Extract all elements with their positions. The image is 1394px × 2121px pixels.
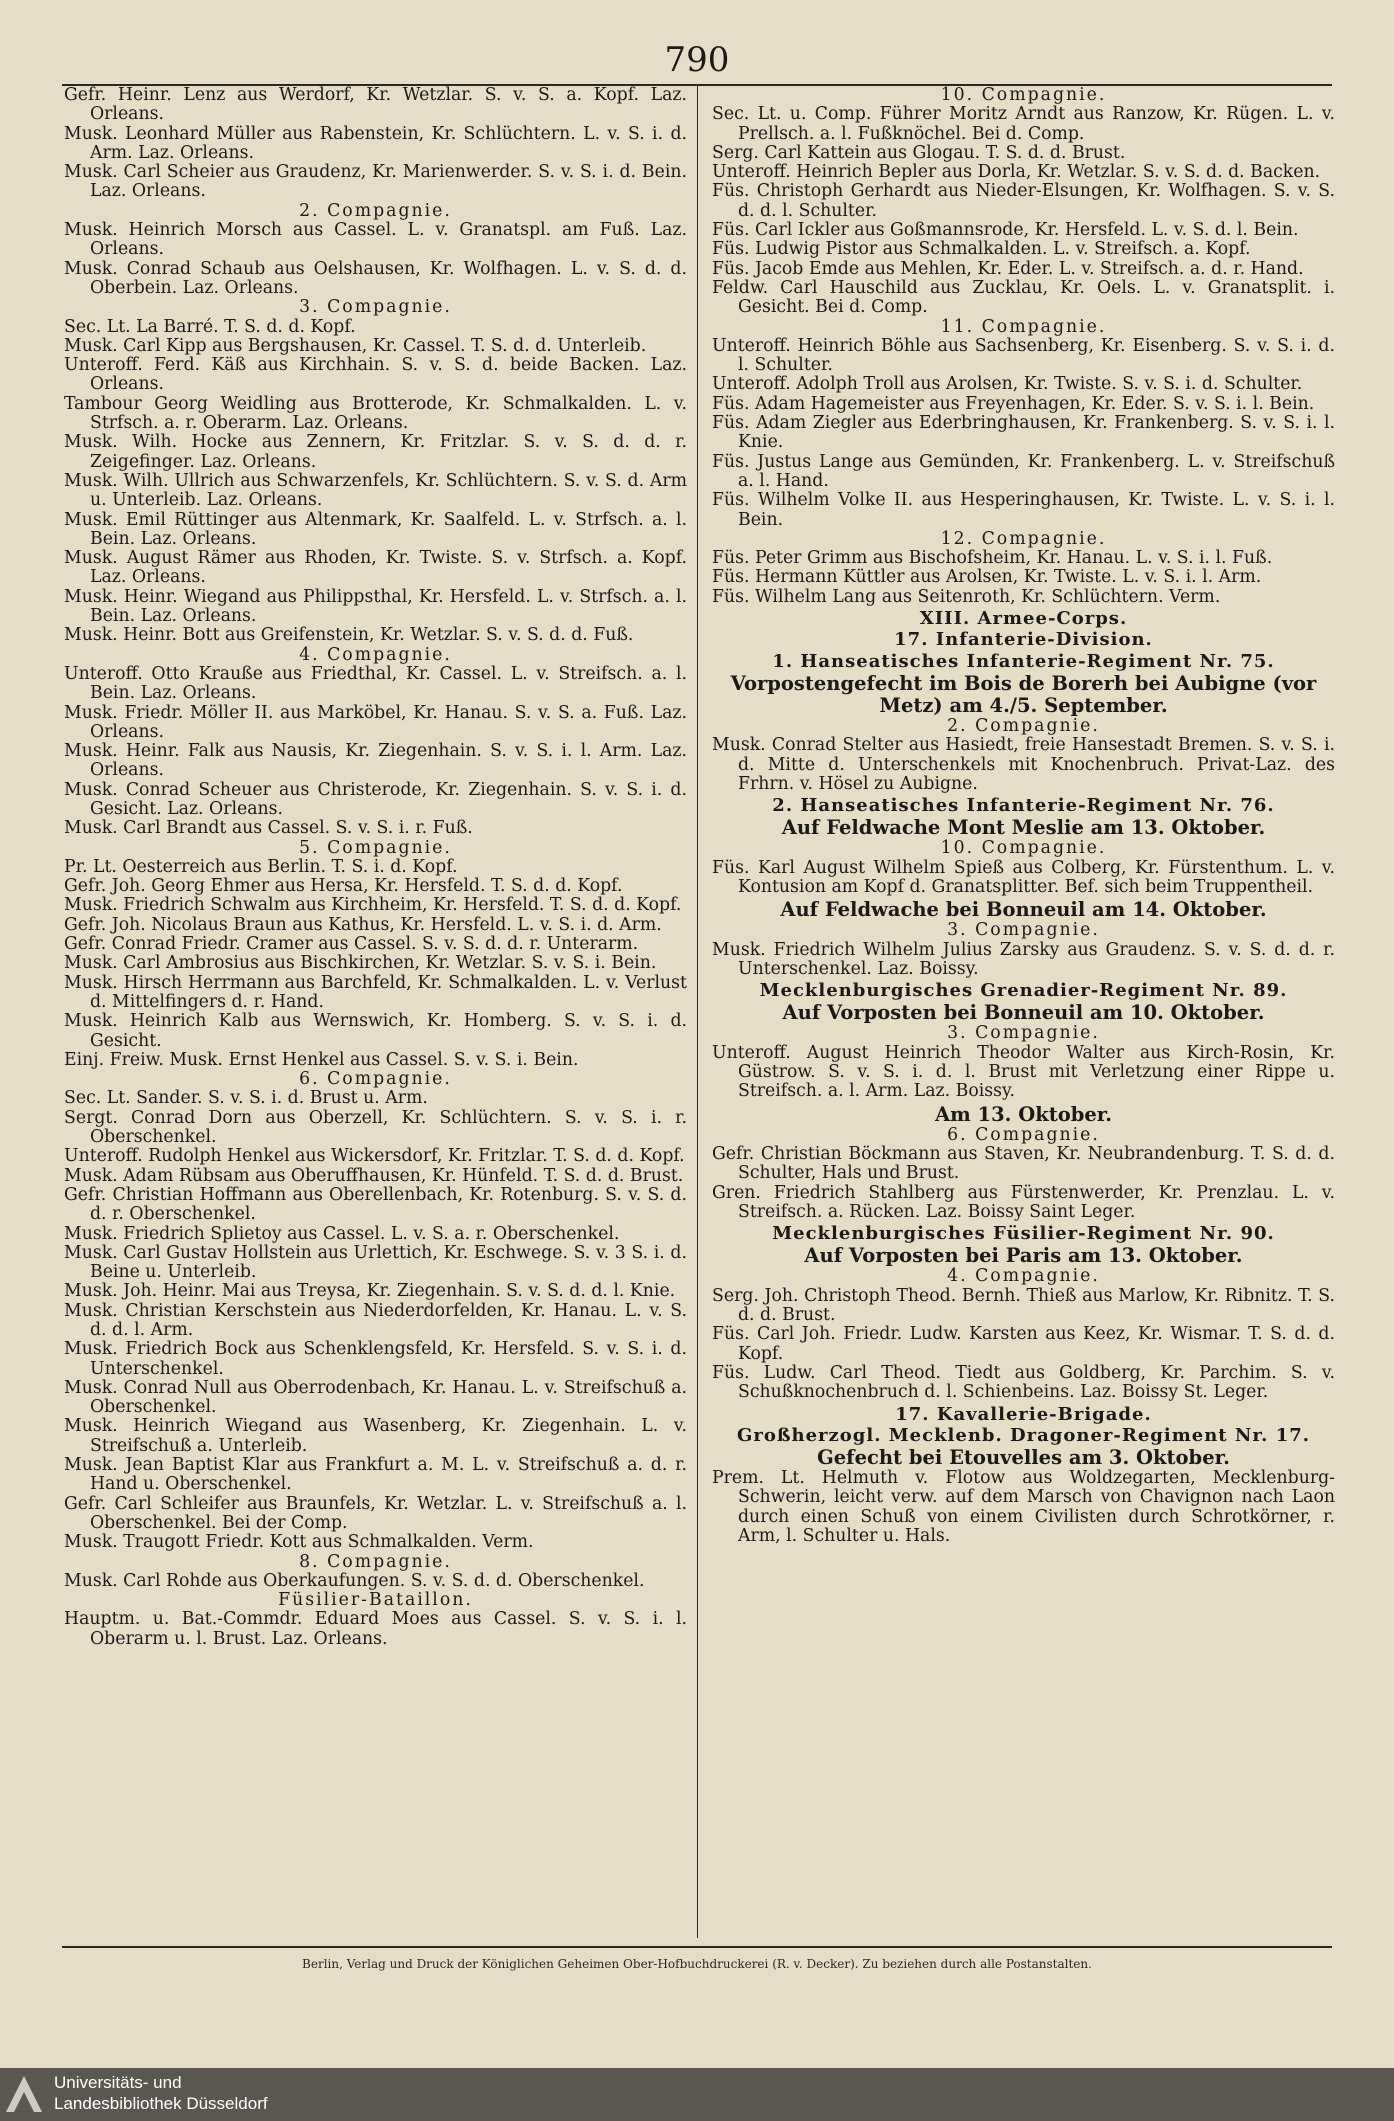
right-company-heading: 10. Compagnie. bbox=[940, 86, 1107, 105]
right-casualty-entry: Unteroff. August Heinrich Theodor Walter aus Kirch-Rosin, Kr. Güstrow. S. v. S. i. d. l. Brust mit Verletzung einer Rippe u. Streifsch. a. l. Arm. Laz. Boissy. bbox=[712, 1042, 1335, 1102]
ulb-logo-icon bbox=[4, 2074, 44, 2114]
left-casualty-entry: Musk. Leonhard Müller aus Rabenstein, Kr. Schlüchtern. L. v. S. i. d. Arm. Laz. Orleans. bbox=[64, 123, 687, 163]
left-casualty-entry: Pr. Lt. Oesterreich aus Berlin. T. S. i. d. Kopf. bbox=[64, 856, 458, 877]
right-section-heading: Auf Feldwache Mont Meslie am 13. Oktober. bbox=[781, 816, 1266, 840]
right-company-heading: 2. Compagnie. bbox=[947, 715, 1100, 736]
right-section-heading: 17. Infanterie-Division. bbox=[894, 629, 1153, 651]
left-casualty-entry: Musk. Heinrich Morsch aus Cassel. L. v. Granatspl. am Fuß. Laz. Orleans. bbox=[64, 220, 687, 260]
left-casualty-entry: Sec. Lt. La Barré. T. S. d. d. Kopf. bbox=[64, 316, 356, 337]
right-casualty-entry: Füs. Adam Hagemeister aus Freyenhagen, Kr. Eder. S. v. S. i. l. Bein. bbox=[712, 393, 1315, 414]
left-company-heading: 4. Compagnie. bbox=[299, 644, 452, 665]
left-casualty-entry: Musk. Jean Baptist Klar aus Frankfurt a. M. L. v. Streifschuß a. d. r. Hand u. Oberschenkel. bbox=[64, 1455, 687, 1495]
left-casualty-entry: Gefr. Joh. Nicolaus Braun aus Kathus, Kr. Hersfeld. L. v. S. i. d. Arm. bbox=[64, 914, 662, 935]
left-company-heading: 8. Compagnie. bbox=[299, 1551, 452, 1572]
left-casualty-entry: Musk. Carl Rohde aus Oberkaufungen. S. v. S. d. d. Oberschenkel. bbox=[64, 1570, 645, 1591]
right-company-heading: 3. Compagnie. bbox=[947, 920, 1100, 941]
left-casualty-entry: Musk. Heinr. Bott aus Greifenstein, Kr. Wetzlar. S. v. S. d. d. Fuß. bbox=[64, 625, 634, 646]
left-casualty-entry: Musk. Friedrich Splietoy aus Cassel. L. v. S. a. r. Oberschenkel. bbox=[64, 1223, 620, 1244]
right-casualty-entry: Füs. Wilhelm Lang aus Seitenroth, Kr. Schlüchtern. Verm. bbox=[712, 586, 1221, 607]
left-casualty-entry: Gefr. Joh. Georg Ehmer aus Hersa, Kr. Hersfeld. T. S. d. d. Kopf. bbox=[64, 876, 623, 897]
right-section-heading: 1. Hanseatisches Infanterie-Regiment Nr. 75. bbox=[772, 650, 1275, 672]
left-casualty-entry: Tambour Georg Weidling aus Brotterode, Kr. Schmalkalden. L. v. Strfsch. a. r. Oberarm. Laz. Orleans. bbox=[64, 393, 687, 434]
right-casualty-entry: Gren. Friedrich Stahlberg aus Fürstenwerder, Kr. Prenzlau. L. v. Streifsch. a. Rücken. Laz. Boissy Saint Leger. bbox=[712, 1182, 1335, 1222]
right-company-heading: 6. Compagnie. bbox=[947, 1124, 1100, 1145]
right-section-heading: Auf Feldwache bei Bonneuil am 14. Oktober. bbox=[780, 898, 1267, 922]
right-casualty-entry: Füs. Jacob Emde aus Mehlen, Kr. Eder. L. v. Streifsch. a. d. r. Hand. bbox=[712, 258, 1304, 279]
left-casualty-entry: Gefr. Carl Schleifer aus Braunfels, Kr. Wetzlar. L. v. Streifschuß a. l. Oberschenkel. Bei der Comp. bbox=[64, 1493, 687, 1533]
left-casualty-entry: Musk. Heinr. Wiegand aus Philippsthal, Kr. Hersfeld. L. v. Strfsch. a. l. Bein. Laz. Orleans. bbox=[64, 586, 687, 627]
left-casualty-entry: Musk. Carl Kipp aus Bergshausen, Kr. Cassel. T. S. d. d. Unterleib. bbox=[64, 335, 647, 356]
library-footer-bar bbox=[0, 2068, 1394, 2121]
right-casualty-entry: Musk. Conrad Stelter aus Hasiedt, freie Hansestadt Bremen. S. v. S. i. d. Mitte d. Unterschenkels mit Knochenbruch. Privat-Laz. des Frhrn. v. Hösel zu Aubigne. bbox=[712, 735, 1335, 794]
library-name-line2: Landesbibliothek Düsseldorf bbox=[54, 2094, 268, 2113]
left-casualty-entry: Musk. Carl Gustav Hollstein aus Urlettich, Kr. Eschwege. S. v. 3 S. i. d. Beine u. Unterleib. bbox=[64, 1242, 687, 1283]
right-company-heading: 4. Compagnie. bbox=[947, 1266, 1100, 1287]
right-casualty-entry: Füs. Karl August Wilhelm Spieß aus Colberg, Kr. Fürstenthum. L. v. Kontusion am Kopf d. Granatsplitter. Bef. sich beim Truppentheil. bbox=[712, 857, 1335, 897]
left-casualty-entry: Musk. Carl Brandt aus Cassel. S. v. S. i. r. Fuß. bbox=[64, 818, 473, 839]
right-company-heading: 3. Compagnie. bbox=[947, 1023, 1100, 1044]
left-casualty-entry: Musk. Conrad Scheuer aus Christerode, Kr. Ziegenhain. S. v. S. i. d. Gesicht. Laz. Orleans. bbox=[64, 779, 687, 819]
right-casualty-entry: Feldw. Carl Hauschild aus Zucklau, Kr. Oels. L. v. Granatsplit. i. Gesicht. Bei d. Comp. bbox=[712, 277, 1335, 318]
right-casualty-entry: Füs. Carl Ickler aus Goßmannsrode, Kr. Hersfeld. L. v. S. d. l. Bein. bbox=[712, 220, 1299, 241]
left-casualty-entry: Gefr. Conrad Friedr. Cramer aus Cassel. S. v. S. d. d. r. Unterarm. bbox=[64, 934, 639, 955]
right-casualty-entry: Serg. Joh. Christoph Theod. Bernh. Thieß aus Marlow, Kr. Ribnitz. T. S. d. d. Brust. bbox=[712, 1285, 1335, 1326]
left-casualty-entry: Sec. Lt. Sander. S. v. S. i. d. Brust u. Arm. bbox=[64, 1088, 428, 1109]
left-casualty-entry: Gefr. Heinr. Lenz aus Werdorf, Kr. Wetzlar. S. v. S. a. Kopf. Laz. Orleans. bbox=[64, 86, 687, 125]
left-casualty-entry: Musk. Conrad Null aus Oberrodenbach, Kr. Hanau. L. v. Streifschuß a. Oberschenkel. bbox=[64, 1377, 687, 1418]
left-casualty-entry: Gefr. Christian Hoffmann aus Oberellenbach, Kr. Rotenburg. S. v. S. d. d. r. Oberschenkel. bbox=[64, 1184, 687, 1225]
right-casualty-entry: Unteroff. Heinrich Böhle aus Sachsenberg, Kr. Eisenberg. S. v. S. i. d. l. Schulter. bbox=[712, 335, 1335, 376]
left-casualty-entry: Musk. Wilh. Ullrich aus Schwarzenfels, Kr. Schlüchtern. S. v. S. d. Arm u. Unterleib. Laz. Orleans. bbox=[64, 470, 687, 511]
left-casualty-entry: Musk. Wilh. Hocke aus Zennern, Kr. Fritzlar. S. v. S. d. d. r. Zeigefinger. Laz. Orleans. bbox=[64, 432, 687, 472]
left-casualty-entry: Musk. Hirsch Herrmann aus Barchfeld, Kr. Schmalkalden. L. v. Verlust d. Mittelfingers d. r. Hand. bbox=[64, 972, 687, 1012]
left-company-heading: Füsilier-Bataillon. bbox=[278, 1590, 473, 1611]
right-section-heading: Am 13. Oktober. bbox=[934, 1102, 1113, 1126]
left-casualty-entry: Musk. Heinrich Kalb aus Wernswich, Kr. Homberg. S. v. S. i. d. Gesicht. bbox=[64, 1011, 687, 1051]
right-casualty-entry: Prem. Lt. Helmuth v. Flotow aus Woldzegarten, Mecklenburg-Schwerin, leicht verw. auf dem Marsch von Chavignon nach Laon durch einen Schuß von einem Civilisten durch Schrotkörner, r. Arm, l. Schulter u. Hals. bbox=[712, 1468, 1335, 1546]
left-casualty-entry: Musk. Emil Rüttinger aus Altenmark, Kr. Saalfeld. L. v. Strfsch. a. l. Bein. Laz. Orleans. bbox=[64, 509, 687, 549]
left-casualty-entry: Unteroff. Rudolph Henkel aus Wickersdorf, Kr. Fritzlar. T. S. d. d. Kopf. bbox=[64, 1146, 685, 1167]
left-casualty-entry: Musk. Conrad Schaub aus Oelshausen, Kr. Wolfhagen. L. v. S. d. d. Oberbein. Laz. Orleans. bbox=[64, 258, 687, 298]
left-casualty-entry: Musk. Friedrich Schwalm aus Kirchheim, Kr. Hersfeld. T. S. d. d. Kopf. bbox=[64, 895, 682, 916]
left-casualty-entry: Musk. Friedrich Bock aus Schenklengsfeld, Kr. Hersfeld. S. v. S. i. d. Unterschenkel. bbox=[64, 1339, 687, 1379]
left-casualty-entry: Unteroff. Ferd. Käß aus Kirchhain. S. v. S. d. beide Backen. Laz. Orleans. bbox=[64, 355, 687, 395]
right-casualty-entry: Füs. Peter Grimm aus Bischofsheim, Kr. Hanau. L. v. S. i. l. Fuß. bbox=[712, 548, 1273, 569]
left-casualty-entry: Musk. Carl Ambrosius aus Bischkirchen, Kr. Wetzlar. S. v. S. i. Bein. bbox=[64, 953, 657, 974]
right-casualty-entry: Füs. Carl Joh. Friedr. Ludw. Karsten aus Keez, Kr. Wismar. T. S. d. d. Kopf. bbox=[712, 1324, 1335, 1364]
left-casualty-entry: Musk. Friedr. Möller II. aus Marköbel, Kr. Hanau. S. v. S. a. Fuß. Laz. Orleans. bbox=[64, 702, 687, 742]
imprint-line: Berlin, Verlag und Druck der Königlichen Geheimen Ober-Hofbuchdruckerei (R. v. Decker). Zu beziehen durch alle Postanstalten. bbox=[302, 1957, 1092, 1971]
right-casualty-entry: Unteroff. Heinrich Bepler aus Dorla, Kr. Wetzlar. S. v. S. d. d. Backen. bbox=[712, 162, 1321, 183]
left-casualty-entry: Unteroff. Otto Krauße aus Friedthal, Kr. Cassel. L. v. Streifsch. a. l. Bein. Laz. Orleans. bbox=[64, 663, 687, 704]
right-section-heading: Auf Vorposten bei Bonneuil am 10. Oktober. bbox=[782, 1001, 1265, 1025]
right-casualty-entry: Füs. Ludw. Carl Theod. Tiedt aus Goldberg, Kr. Parchim. S. v. Schußknochenbruch d. l. Schienbeins. Laz. Boissy St. Leger. bbox=[712, 1362, 1335, 1403]
right-section-heading: Mecklenburgisches Füsilier-Regiment Nr. 90. bbox=[772, 1223, 1275, 1245]
right-column bbox=[712, 86, 1335, 1938]
left-casualty-entry: Musk. Heinr. Falk aus Nausis, Kr. Ziegenhain. S. v. S. i. l. Arm. Laz. Orleans. bbox=[64, 741, 687, 781]
right-casualty-entry: Füs. Justus Lange aus Gemünden, Kr. Frankenberg. L. v. Streifschuß a. l. Hand. bbox=[712, 451, 1335, 491]
library-name bbox=[54, 2072, 268, 2114]
right-casualty-entry: Füs. Christoph Gerhardt aus Nieder-Elsungen, Kr. Wolfhagen. S. v. S. d. d. l. Schulter. bbox=[712, 181, 1335, 221]
right-casualty-entry: Unteroff. Adolph Troll aus Arolsen, Kr. Twiste. S. v. S. i. d. Schulter. bbox=[712, 374, 1303, 395]
right-section-heading: XIII. Armee-Corps. bbox=[919, 608, 1128, 630]
right-company-heading: 11. Compagnie. bbox=[940, 316, 1107, 337]
left-column bbox=[64, 86, 687, 1938]
right-casualty-entry: Füs. Wilhelm Volke II. aus Hesperinghausen, Kr. Twiste. L. v. S. i. l. Bein. bbox=[712, 490, 1335, 530]
left-casualty-entry: Einj. Freiw. Musk. Ernst Henkel aus Cassel. S. v. S. i. Bein. bbox=[64, 1049, 579, 1070]
left-casualty-entry: Musk. Adam Rübsam aus Oberuffhausen, Kr. Hünfeld. T. S. d. d. Brust. bbox=[64, 1165, 684, 1186]
left-casualty-entry: Musk. Carl Scheier aus Graudenz, Kr. Marienwerder. S. v. S. i. d. Bein. Laz. Orleans. bbox=[64, 162, 687, 202]
left-company-heading: 3. Compagnie. bbox=[299, 297, 452, 318]
left-casualty-entry: Musk. Traugott Friedr. Kott aus Schmalkalden. Verm. bbox=[64, 1532, 534, 1553]
library-name-line1: Universitäts- und bbox=[54, 2073, 182, 2092]
right-company-heading: 12. Compagnie. bbox=[940, 528, 1107, 549]
left-casualty-entry: Musk. Christian Kerschstein aus Niederdorfelden, Kr. Hanau. L. v. S. d. d. l. Arm. bbox=[64, 1300, 687, 1340]
right-casualty-entry: Gefr. Christian Böckmann aus Staven, Kr. Neubrandenburg. T. S. d. d. Schulter, Hals und Brust. bbox=[712, 1143, 1335, 1184]
right-section-heading: 2. Hanseatisches Infanterie-Regiment Nr. 76. bbox=[772, 795, 1275, 817]
right-casualty-entry: Füs. Hermann Küttler aus Arolsen, Kr. Twiste. L. v. S. i. l. Arm. bbox=[712, 567, 1262, 588]
left-casualty-entry: Sergt. Conrad Dorn aus Oberzell, Kr. Schlüchtern. S. v. S. i. r. Oberschenkel. bbox=[64, 1107, 687, 1148]
left-casualty-entry: Musk. Heinrich Wiegand aus Wasenberg, Kr. Ziegenhain. L. v. Streifschuß a. Unterleib. bbox=[64, 1416, 687, 1456]
right-company-heading: 10. Compagnie. bbox=[940, 838, 1107, 859]
right-section-heading: Großherzogl. Mecklenb. Dragoner-Regiment Nr. 17. bbox=[736, 1424, 1311, 1446]
right-casualty-entry: Musk. Friedrich Wilhelm Julius Zarsky aus Graudenz. S. v. S. d. d. r. Unterschenkel. Laz. Boissy. bbox=[712, 939, 1335, 979]
right-casualty-entry: Serg. Carl Kattein aus Glogau. T. S. d. d. Brust. bbox=[712, 142, 1126, 163]
right-casualty-entry: Sec. Lt. u. Comp. Führer Moritz Arndt aus Ranzow, Kr. Rügen. L. v. Prellsch. a. l. Fußknöchel. Bei d. Comp. bbox=[712, 104, 1335, 144]
column-divider bbox=[697, 86, 698, 1938]
footer-rule bbox=[62, 1946, 1332, 1948]
left-company-heading: 5. Compagnie. bbox=[299, 837, 452, 858]
right-casualty-entry: Füs. Adam Ziegler aus Ederbringhausen, Kr. Frankenberg. S. v. S. i. l. Knie. bbox=[712, 413, 1335, 453]
right-section-heading: Gefecht bei Etouvelles am 3. Oktober. bbox=[817, 1446, 1230, 1470]
left-company-heading: 6. Compagnie. bbox=[299, 1069, 452, 1090]
left-casualty-entry: Hauptm. u. Bat.-Commdr. Eduard Moes aus Cassel. S. v. S. i. l. Oberarm u. l. Brust. Laz. Orleans. bbox=[64, 1609, 687, 1649]
right-section-heading: 17. Kavallerie-Brigade. bbox=[895, 1403, 1152, 1425]
right-section-heading: Mecklenburgisches Grenadier-Regiment Nr. 89. bbox=[759, 980, 1288, 1002]
right-casualty-entry: Füs. Ludwig Pistor aus Schmalkalden. L. v. Streifsch. a. Kopf. bbox=[712, 239, 1251, 260]
page-number: 790 bbox=[664, 40, 730, 80]
left-casualty-entry: Musk. Joh. Heinr. Mai aus Treysa, Kr. Ziegenhain. S. v. S. d. d. l. Knie. bbox=[64, 1281, 676, 1302]
right-section-heading: Auf Vorposten bei Paris am 13. Oktober. bbox=[804, 1244, 1243, 1268]
right-section-heading: Vorpostengefecht im Bois de Borerh bei Aubigne (vor Metz) am 4./5. September. bbox=[730, 671, 1317, 717]
left-casualty-entry: Musk. August Rämer aus Rhoden, Kr. Twiste. S. v. Strfsch. a. Kopf. Laz. Orleans. bbox=[64, 548, 687, 588]
left-company-heading: 2. Compagnie. bbox=[299, 200, 452, 221]
